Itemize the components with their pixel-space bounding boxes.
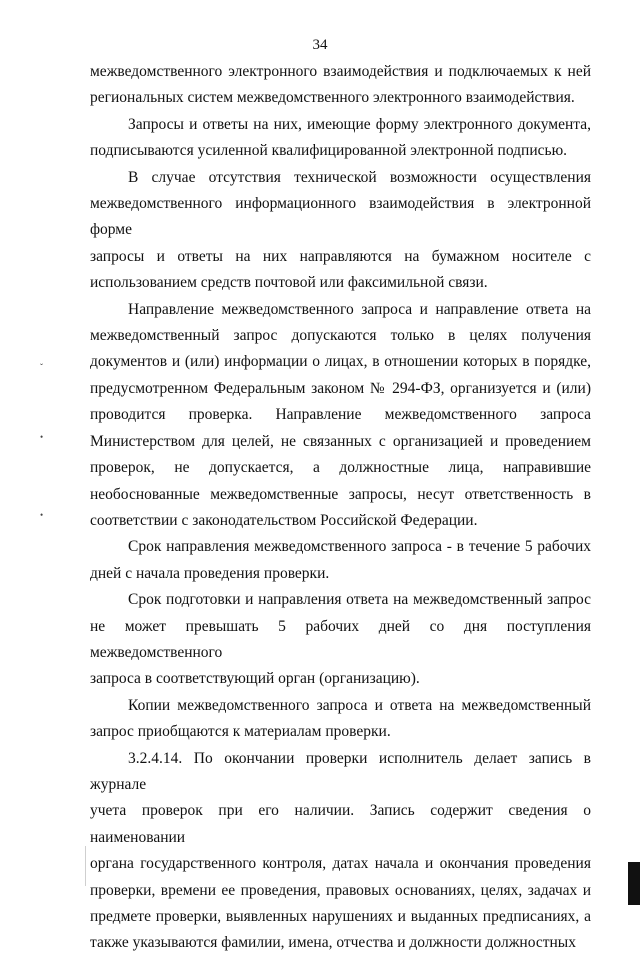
text-line: Копии межведомственного запроса и ответа на межведомственный xyxy=(128,696,591,714)
text-line: межведомственного электронного взаимодействия и подключаемых к ней xyxy=(90,63,591,80)
page-number: 34 xyxy=(312,37,328,53)
text-line: В случае отсутствия технической возможности осуществления xyxy=(128,168,591,186)
scan-edge-bar xyxy=(628,862,640,905)
text-line: запрос приобщаются к материалам проверки. xyxy=(90,723,391,741)
scan-artifact-mark: ˇ xyxy=(40,362,43,372)
paragraph xyxy=(90,112,591,165)
paragraph xyxy=(90,693,591,746)
text-line: межведомственного информационного взаимодействия в электронной форме xyxy=(90,195,591,239)
text-line: подписываются усиленной квалифицированной электронной подписью. xyxy=(90,142,568,160)
text-line: предмете проверки, выявленных нарушениях и выданных предписаниях, а xyxy=(90,908,591,925)
text-line: учета проверок при его наличии. Запись содержит сведения о наименовании xyxy=(90,802,591,846)
paragraph xyxy=(90,165,591,297)
text-line: проводится проверка. Направление межведомственного запроса xyxy=(90,406,591,424)
text-line: не может превышать 5 рабочих дней со дня поступления межведомственного xyxy=(90,617,591,661)
document-body xyxy=(90,59,591,957)
text-line: органа государственного контроля, датах начала и окончания проведения xyxy=(90,855,591,873)
text-line: использованием средств почтовой или факсимильной связи. xyxy=(90,274,488,292)
paragraph xyxy=(90,587,591,693)
text-line: Направление межведомственного запроса и направление ответа на xyxy=(128,300,591,318)
text-line: региональных систем межведомственного электронного взаимодействия. xyxy=(90,89,575,107)
scan-fold-line xyxy=(85,846,86,886)
text-line: проверок, не допускается, а должностные лица, направившие xyxy=(90,459,591,477)
paragraph xyxy=(90,534,591,587)
text-line: соответствии с законодательством Российской Федерации. xyxy=(90,511,478,529)
text-line: дней с начала проведения проверки. xyxy=(90,564,330,582)
text-line: Срок направления межведомственного запроса - в течение 5 рабочих xyxy=(128,538,591,556)
text-line: Срок подготовки и направления ответа на межведомственный запрос xyxy=(128,591,591,609)
paragraph xyxy=(90,59,591,112)
text-line: запросы и ответы на них направляются на бумажном носителе с xyxy=(90,247,591,265)
scan-artifact-mark: • xyxy=(40,510,44,520)
text-line: 3.2.4.14. По окончании проверки исполнитель делает запись в журнале xyxy=(90,749,591,793)
text-line: проверки, времени ее проведения, правовых основаниях, целях, задачах и xyxy=(90,881,591,899)
text-line: документов и (или) информации о лицах, в отношении которых в порядке, xyxy=(90,353,591,371)
text-line: межведомственный запрос допускаются только в целях получения xyxy=(90,327,591,345)
paragraph xyxy=(90,297,591,535)
text-line: также указываются фамилии, имена, отчества и должности должностных xyxy=(90,934,576,952)
text-line: запроса в соответствующий орган (организацию). xyxy=(90,670,420,688)
scan-artifact-mark: • xyxy=(40,432,44,442)
text-line: Министерством для целей, не связанных с организацией и проведением xyxy=(90,432,591,450)
text-line: предусмотренном Федеральным законом № 294-ФЗ, организуется и (или) xyxy=(90,379,591,397)
text-line: Запросы и ответы на них, имеющие форму электронного документа, xyxy=(128,115,591,133)
text-line: необоснованные межведомственные запросы, несут ответственность в xyxy=(90,485,591,503)
paragraph xyxy=(90,746,591,957)
